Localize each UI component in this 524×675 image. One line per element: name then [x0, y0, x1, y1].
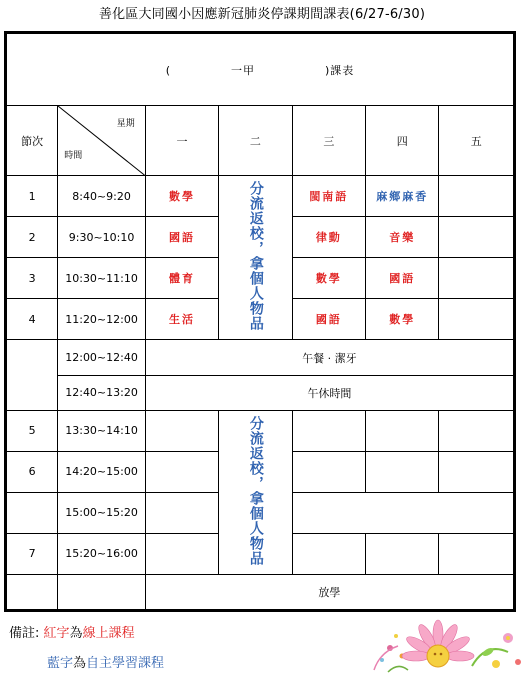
dismissal-cell: 放學 — [145, 574, 514, 610]
period-time: 8:40~9:20 — [58, 176, 146, 217]
period-time: 10:30~11:10 — [58, 258, 146, 299]
note-label: 備註: — [9, 626, 40, 641]
table-row — [6, 375, 515, 410]
period-time: 15:20~16:00 — [58, 533, 146, 574]
empty-cell — [439, 410, 515, 451]
header-day-wed: 三 — [292, 106, 365, 176]
empty-cell — [439, 217, 515, 258]
empty-cell — [439, 258, 515, 299]
period-number — [6, 492, 58, 533]
period-number: 2 — [6, 217, 58, 258]
subject-cell: 生活 — [145, 299, 218, 340]
subject-cell: 數學 — [145, 176, 218, 217]
note-blue-word: 藍字 — [47, 656, 74, 671]
period-time: 13:30~14:10 — [58, 410, 146, 451]
empty-cell — [145, 451, 218, 492]
document-title: 善化區大同國小因應新冠肺炎停課期間課表(6/27-6/30) — [98, 7, 426, 22]
period-number — [6, 574, 58, 610]
table-row — [6, 574, 515, 610]
timetable — [4, 31, 516, 612]
tuesday-morning-note: 分流返校，拿個人物品 — [247, 181, 264, 332]
note-online-course: 線上課程 — [82, 626, 135, 641]
header-diagonal-cell — [58, 106, 146, 176]
empty-cell — [292, 533, 365, 574]
period-time: 12:40~13:20 — [58, 375, 146, 410]
header-day-tue: 二 — [219, 106, 292, 176]
header-weekday: 星期 — [116, 119, 135, 130]
header-day-thu: 四 — [366, 106, 439, 176]
empty-cell — [366, 451, 439, 492]
empty-cell — [145, 533, 218, 574]
empty-cell — [439, 299, 515, 340]
period-number: 3 — [6, 258, 58, 299]
period-number: 7 — [6, 533, 58, 574]
header-day-fri: 五 — [439, 106, 515, 176]
header-day-mon: 一 — [145, 106, 218, 176]
note-mid-2: 為 — [73, 656, 87, 671]
subject-cell: 數學 — [292, 258, 365, 299]
table-row — [6, 340, 515, 375]
subject-cell: 音樂 — [366, 217, 439, 258]
subject-cell: 數學 — [366, 299, 439, 340]
empty-cell — [292, 492, 514, 533]
period-time: 15:00~15:20 — [58, 492, 146, 533]
subject-cell: 體育 — [145, 258, 218, 299]
note-line-2 — [47, 652, 164, 671]
class-title — [6, 33, 515, 106]
empty-cell — [145, 410, 218, 451]
subject-cell: 國語 — [292, 299, 365, 340]
tuesday-morning-cell — [219, 176, 292, 340]
empty-cell — [439, 451, 515, 492]
class-title-open: ( — [165, 63, 171, 77]
period-time: 12:00~12:40 — [58, 340, 146, 375]
period-time: 14:20~15:00 — [58, 451, 146, 492]
empty-cell — [366, 410, 439, 451]
tuesday-afternoon-note: 分流返校，拿個人物品 — [247, 415, 264, 566]
class-title-close: )課表 — [325, 63, 355, 77]
subject-cell: 律動 — [292, 217, 365, 258]
period-number: 1 — [6, 176, 58, 217]
flower-decoration-icon — [368, 612, 524, 675]
empty-cell — [366, 533, 439, 574]
period-time: 11:20~12:00 — [58, 299, 146, 340]
note-red-word: 紅字 — [43, 626, 70, 641]
nap-cell: 午休時間 — [145, 375, 514, 410]
header-time: 時間 — [64, 151, 83, 162]
empty-cell — [439, 533, 515, 574]
empty-cell — [292, 451, 365, 492]
note-line-1 — [9, 622, 135, 641]
empty-cell — [439, 176, 515, 217]
period-number: 4 — [6, 299, 58, 340]
period-number: 6 — [6, 451, 58, 492]
period-time: 9:30~10:10 — [58, 217, 146, 258]
subject-cell: 國語 — [145, 217, 218, 258]
period-number — [6, 340, 58, 410]
subject-cell: 國語 — [366, 258, 439, 299]
period-time — [58, 574, 146, 610]
note-mid-1: 為 — [69, 626, 83, 641]
subject-cell: 閩南語 — [292, 176, 365, 217]
table-row — [6, 410, 515, 451]
empty-cell — [145, 492, 218, 533]
tuesday-afternoon-cell — [219, 410, 292, 574]
header-period: 節次 — [6, 106, 58, 176]
empty-cell — [292, 410, 365, 451]
table-row — [6, 176, 515, 217]
period-number: 5 — [6, 410, 58, 451]
note-selfstudy-course: 自主學習課程 — [86, 656, 165, 671]
subject-cell: 麻鄉麻香 — [366, 176, 439, 217]
lunch-cell: 午餐 · 潔牙 — [145, 340, 514, 375]
class-name: 一甲 — [231, 63, 255, 77]
